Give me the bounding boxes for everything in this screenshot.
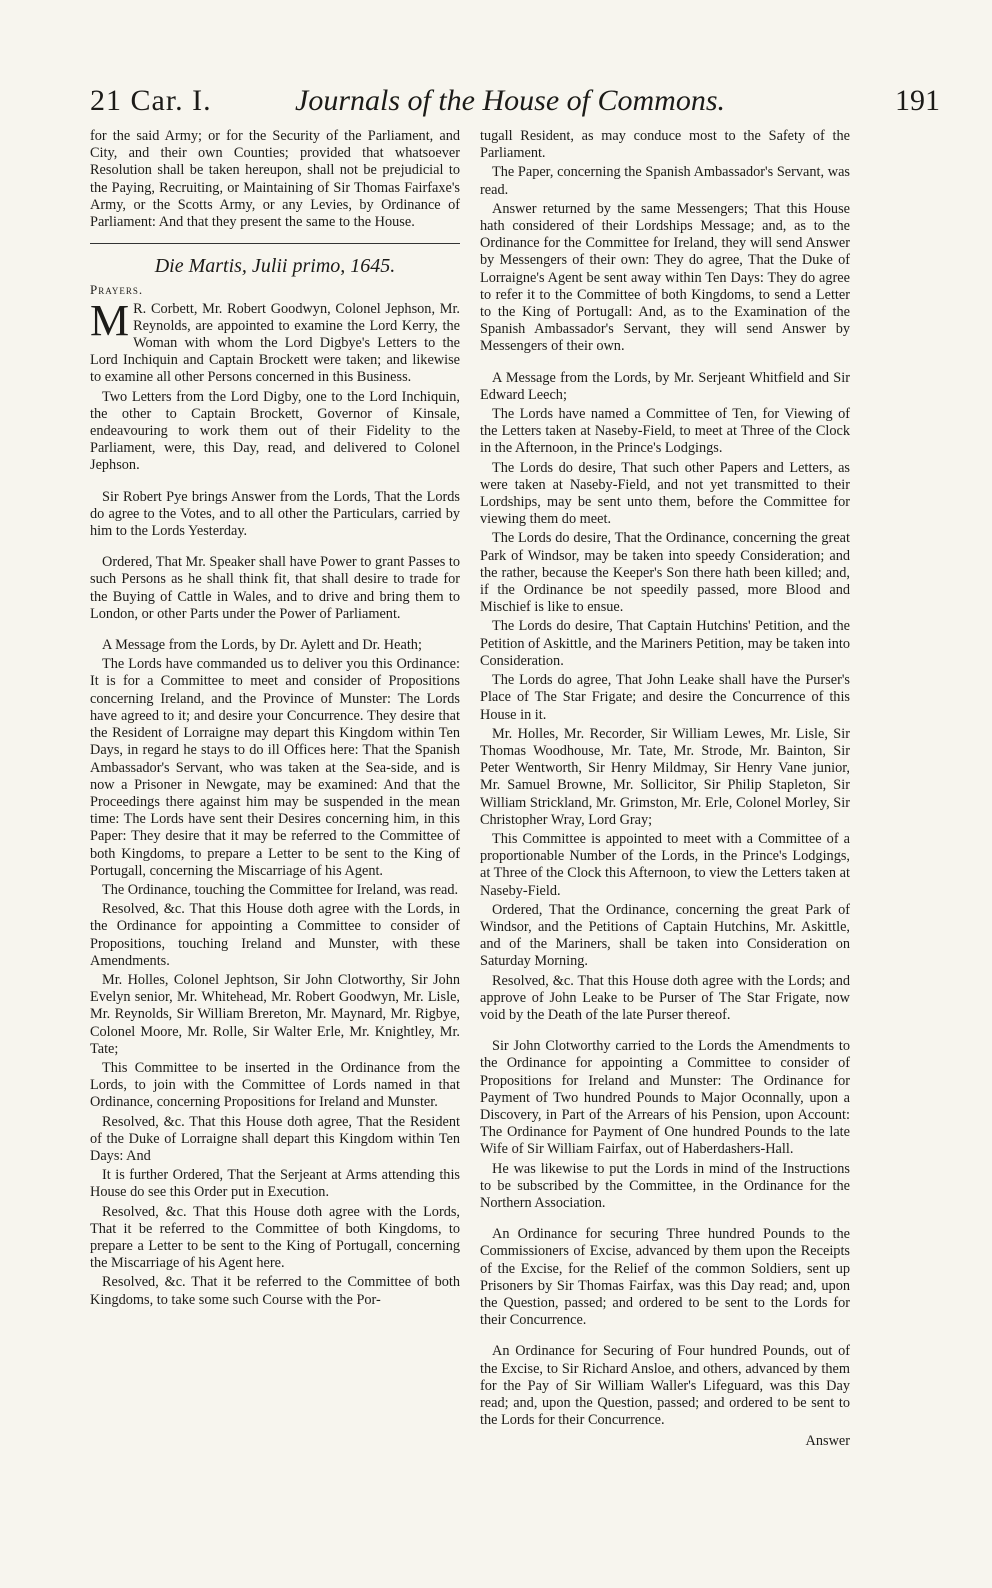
- entry-paragraph: This Committee to be inserted in the Ordinance from the Lords, to join with the Committee of Lords named in that Ordinance, concerning Propositions for Ireland and Munster.: [90, 1059, 460, 1111]
- entry-paragraph: The Lords do agree, That John Leake shall have the Purser's Place of The Star Frigate; and desire the Concurrence of this House in it.: [480, 672, 850, 723]
- prayers-heading: Prayers.: [90, 282, 144, 298]
- entry-paragraph: tugall Resident, as may conduce most to the Safety of the Parliament.: [480, 128, 850, 162]
- entry-paragraph: Sir John Clotworthy carried to the Lords the Amendments to the Ordinance for appointing a Committee to consider of Propositions for Ireland and Munster: The Ordinance for Payment of Two hundred Pounds to Major Oconnally, upon a Discovery, in Part of the Arrears of his Pension, upon Account: The Ordinance for Payment of One hundred Pounds to the late Wife of Sir William Fairfax, out of Haberdashers-Hall.: [480, 1038, 850, 1158]
- entry-paragraph: Resolved, &c. That this House doth agree with the Lords; and approve of John Leake to be Purser of The Star Frigate, now void by the Death of the late Purser thereof.: [480, 972, 850, 1023]
- entry-paragraph: Ordered, That the Ordinance, concerning the great Park of Windsor, and the Petitions of Captain Hutchins, Mr. Askittle, and of the Mariners, shall be taken into Consideration on Saturday Morning.: [480, 901, 850, 970]
- entry-paragraph: The Lords have named a Committee of Ten, for Viewing of the Letters taken at Naseby-Field, to meet at Three of the Clock in the Afternoon, in the Prince's Lodgings.: [480, 406, 850, 457]
- entry-paragraph: Resolved, &c. That this House doth agree with the Lords, That it be referred to the Committee of both Kingdoms, to prepare a Letter to be sent to the King of Portugall, concerning the Miscarriage of his Agent here.: [90, 1203, 460, 1272]
- continuation-paragraph: for the said Army; or for the Security of the Parliament, and City, and their own Counties; provided that whatsoever Resolution shall be taken hereupon, shall not be prejudicial to the Paying, Recruiting, or Maintaining of Sir Thomas Fairfaxe's Army, or the Scotts Army, or any Levies, by Ordinance of Parliament: And that they present the same to the House.: [90, 128, 460, 231]
- section-divider: [90, 243, 460, 244]
- entry-paragraph: Answer returned by the same Messengers; That this House hath considered of their Lordships Message; and, as to the Ordinance for the Committee for Ireland, they will send Answer by Messengers of their own: They do agree, That the Duke of Lorraigne's Agent be sent away within Ten Days: They do agree to refer it to the Committee of both Kingdoms, to send a Letter to the King of Portugall: And, as to the Examination of the Spanish Ambassador's Servant, they will send Answer by Messengers of their own.: [480, 200, 850, 355]
- catchword: Answer: [805, 1433, 850, 1450]
- entry-paragraph: Ordered, That Mr. Speaker shall have Power to grant Passes to such Persons as he shall think fit, that shall desire to trade for the Buying of Cattle in Wales, and to drive and bring them to London, or other Parts under the Power of Parliament.: [90, 554, 460, 622]
- entry-paragraph: An Ordinance for Securing of Four hundred Pounds, out of the Excise, to Sir Richard Ansloe, and others, advanced by them for the Pay of Sir William Waller's Lifeguard, was this Day read; and, upon the Question, passed; and ordered to be sent to the Lords for their Concurrence.: [480, 1343, 850, 1429]
- entry-paragraph: Sir Robert Pye brings Answer from the Lords, That the Lords do agree to the Votes, and to all other the Particulars, carried by him to the Lords Yesterday.: [90, 488, 460, 540]
- entry-paragraph: It is further Ordered, That the Serjeant at Arms attending this House do see this Order put in Execution.: [90, 1167, 460, 1201]
- entry-paragraph: This Committee is appointed to meet with a Committee of a proportionable Number of the Lords, in the Prince's Lodgings, at Three of the Clock this Afternoon, to view the Letters taken at Naseby-Field.: [480, 830, 850, 899]
- entry-paragraph: Mr. Holles, Colonel Jephtson, Sir John Clotworthy, Sir John Evelyn senior, Mr. Whitehead, Mr. Robert Goodwyn, Mr. Lisle, Mr. Reynolds, Sir William Brereton, Mr. Maynard, Mr. Rigbye, Colonel Moore, Mr. Rolle, Sir Walter Erle, Mr. Knightley, Mr. Tate;: [90, 971, 460, 1057]
- page-number: 191: [895, 84, 940, 117]
- entry-paragraph: The Lords do desire, That the Ordinance, concerning the great Park of Windsor, may be taken into speedy Consideration; and the rather, because the Keeper's Son there hath been killed; and, if the Ordinance be not speedily passed, more Blood and Mischief is like to ensue.: [480, 530, 850, 616]
- entry-paragraph: Resolved, &c. That this House doth agree, That the Resident of the Duke of Lorraigne shall depart this Kingdom within Ten Days: And: [90, 1113, 460, 1164]
- regnal-year: 21 Car. I.: [90, 84, 212, 117]
- page-header: [90, 84, 940, 124]
- entry-paragraph: Two Letters from the Lord Digby, one to the Lord Inchiquin, the other to Captain Brockett, Governor of Kinsale, endeavouring to work them out of their Fidelity to the Parliament, were, this Day, read, and delivered to Colonel Jephson.: [90, 388, 460, 474]
- entry-paragraph: The Lords have commanded us to deliver you this Ordinance: It is for a Committee to meet and consider of Propositions concerning Ireland, and the Province of Munster: The Lords have agreed to it; and desire your Concurrence. They desire that the Resident of Lorraigne may depart this Kingdom within Ten Days, in regard he stays to do ill Offices here: That the Spanish Ambassador's Servant, who was taken at the Sea-side, and is now a Prisoner in Newgate, may be examined: And that the Proceedings there against him may be suspended in the mean time: The Lords have sent their Desires concerning him, in this Paper: They desire that it may be referred to the Committee of both Kingdoms, to prepare a Letter to be sent to the King of Portugall, concerning the Miscarriage of his Agent.: [90, 656, 460, 879]
- left-column: [90, 128, 460, 1311]
- session-date: Die Martis, Julii primo, 1645.: [154, 255, 396, 278]
- entry-paragraph: A Message from the Lords, by Dr. Aylett and Dr. Heath;: [102, 637, 422, 654]
- entry-paragraph: The Paper, concerning the Spanish Ambassador's Servant, was read.: [480, 164, 850, 198]
- entry-paragraph: An Ordinance for securing Three hundred Pounds to the Commissioners of Excise, advanced by them upon the Receipts of the Excise, for the Relief of the common Soldiers, sent up Prisoners by Sir Thomas Fairfax, was this Day read; and, upon the Question, passed; and ordered to be sent to the Lords for their Concurrence.: [480, 1226, 850, 1329]
- entry-paragraph: The Lords do desire, That Captain Hutchins' Petition, and the Petition of Askittle, and the Mariners Petition, may be taken into Consideration.: [480, 618, 850, 669]
- entry-paragraph: Mr. Holles, Mr. Recorder, Sir William Lewes, Mr. Lisle, Sir Thomas Woodhouse, Mr. Tate, Mr. Strode, Mr. Bainton, Sir Peter Wentworth, Sir Henry Mildmay, Sir Henry Vane junior, Mr. Samuel Browne, Mr. Sollicitor, Sir Philip Stapleton, Sir William Strickland, Mr. Grimston, Mr. Erle, Colonel Morley, Sir Christopher Wray, Lord Gray;: [480, 725, 850, 828]
- entry-paragraph: Resolved, &c. That it be referred to the Committee of both Kingdoms, to take some such Course with the Por-: [90, 1274, 460, 1308]
- entry-paragraph: A Message from the Lords, by Mr. Serjeant Whitfield and Sir Edward Leech;: [480, 369, 850, 403]
- entry-paragraph: He was likewise to put the Lords in mind of the Instructions to be subscribed by the Committee, in the Ordinance for the Northern Association.: [480, 1160, 850, 1211]
- entry-paragraph: M R. Corbett, Mr. Robert Goodwyn, Colonel Jephson, Mr. Reynolds, are appointed to examine the Lord Kerry, the Woman with whom the Lord Digbye's Letters to the Lord Inchiquin and Captain Brockett were taken; and likewise to examine all other Persons concerned in this Business.: [90, 295, 460, 386]
- right-column: [480, 128, 850, 1451]
- drop-cap: M: [90, 295, 130, 345]
- entry-paragraph: The Ordinance, touching the Committee for Ireland, was read.: [102, 881, 459, 898]
- entry-paragraph: Resolved, &c. That this House doth agree with the Lords, in the Ordinance for appointing a Committee to consider of Propositions, touching Ireland and Munster, with these Amendments.: [90, 901, 460, 969]
- entry-paragraph: The Lords do desire, That such other Papers and Letters, as were taken at Naseby-Field, and not yet transmitted to their Lordships, may be sent unto them, before the Committee for viewing them do meet.: [480, 459, 850, 528]
- running-title: Journals of the House of Commons.: [295, 84, 725, 117]
